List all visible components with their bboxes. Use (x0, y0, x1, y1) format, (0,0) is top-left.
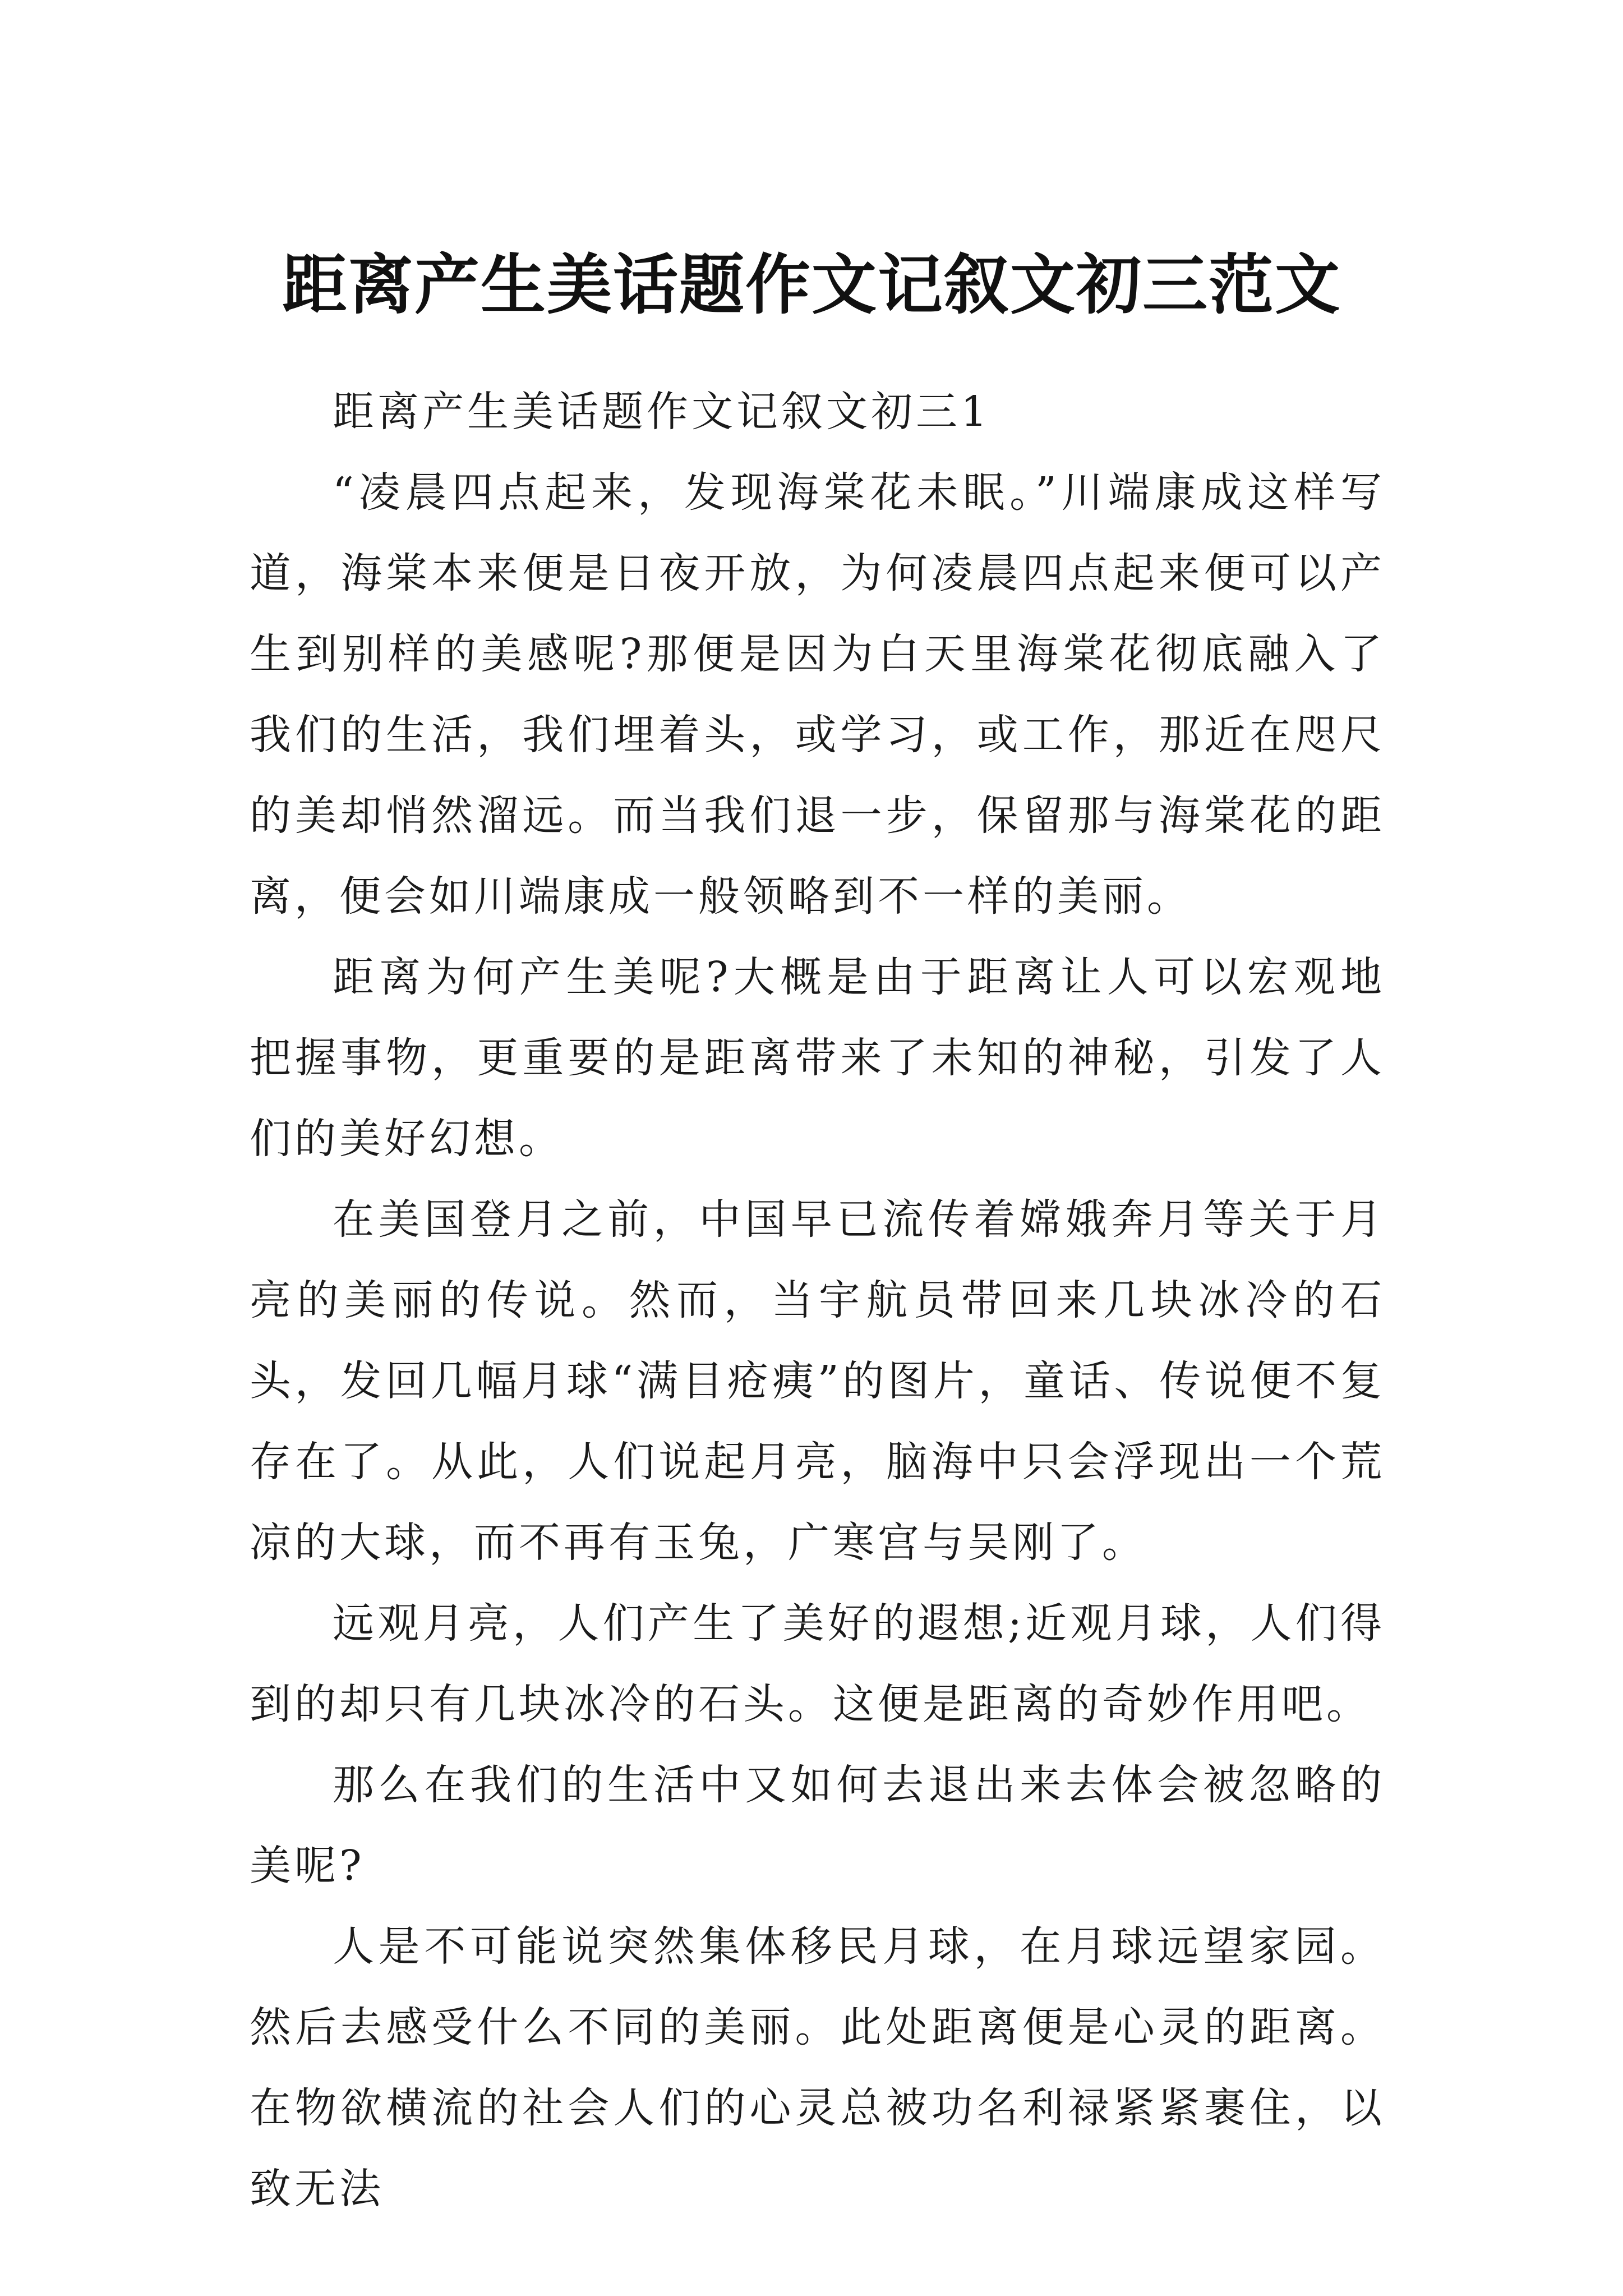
paragraph: 距离为何产生美呢?大概是由于距离让人可以宏观地把握事物，更重要的是距离带来了未知的神秘，引发了人们的美好幻想。 (250, 953, 1385, 1163)
paragraph: 远观月亮，人们产生了美好的遐想;近观月球，人们得到的却只有几块冰冷的石头。这便是距离的奇妙作用吧。 (250, 1599, 1385, 1728)
paragraph: 那么在我们的生活中又如何去退出来去体会被忽略的美呢? (250, 1761, 1385, 1890)
paragraph: “凌晨四点起来，发现海棠花未眠。”川端康成这样写道，海棠本来便是日夜开放，为何凌晨四点起来便可以产生到别样的美感呢?那便是因为白天里海棠花彻底融入了我们的生活，我们埋着头，或学习，或工作，那近在咫尺的美却悄然溜远。而当我们退一步，保留那与海棠花的距离，便会如川端康成一般领略到不一样的美丽。 (250, 468, 1385, 921)
paragraph-subtitle: 距离产生美话题作文记叙文初三1 (333, 388, 991, 436)
document-body (250, 371, 1385, 2229)
paragraph: 人是不可能说突然集体移民月球，在月球远望家园。然后去感受什么不同的美丽。此处距离便是心灵的距离。在物欲横流的社会人们的心灵总被功名利禄紧紧裹住，以致无法 (250, 1922, 1385, 2213)
paragraph: 在美国登月之前，中国早已流传着嫦娥奔月等关于月亮的美丽的传说。然而，当宇航员带回来几块冰冷的石头，发回几幅月球“满目疮痍”的图片，童话、传说便不复存在了。从此，人们说起月亮，脑海中只会浮现出一个荒凉的大球，而不再有玉兔，广寒宫与吴刚了。 (250, 1195, 1385, 1567)
document-title: 距离产生美话题作文记叙文初三范文 (282, 246, 1341, 323)
